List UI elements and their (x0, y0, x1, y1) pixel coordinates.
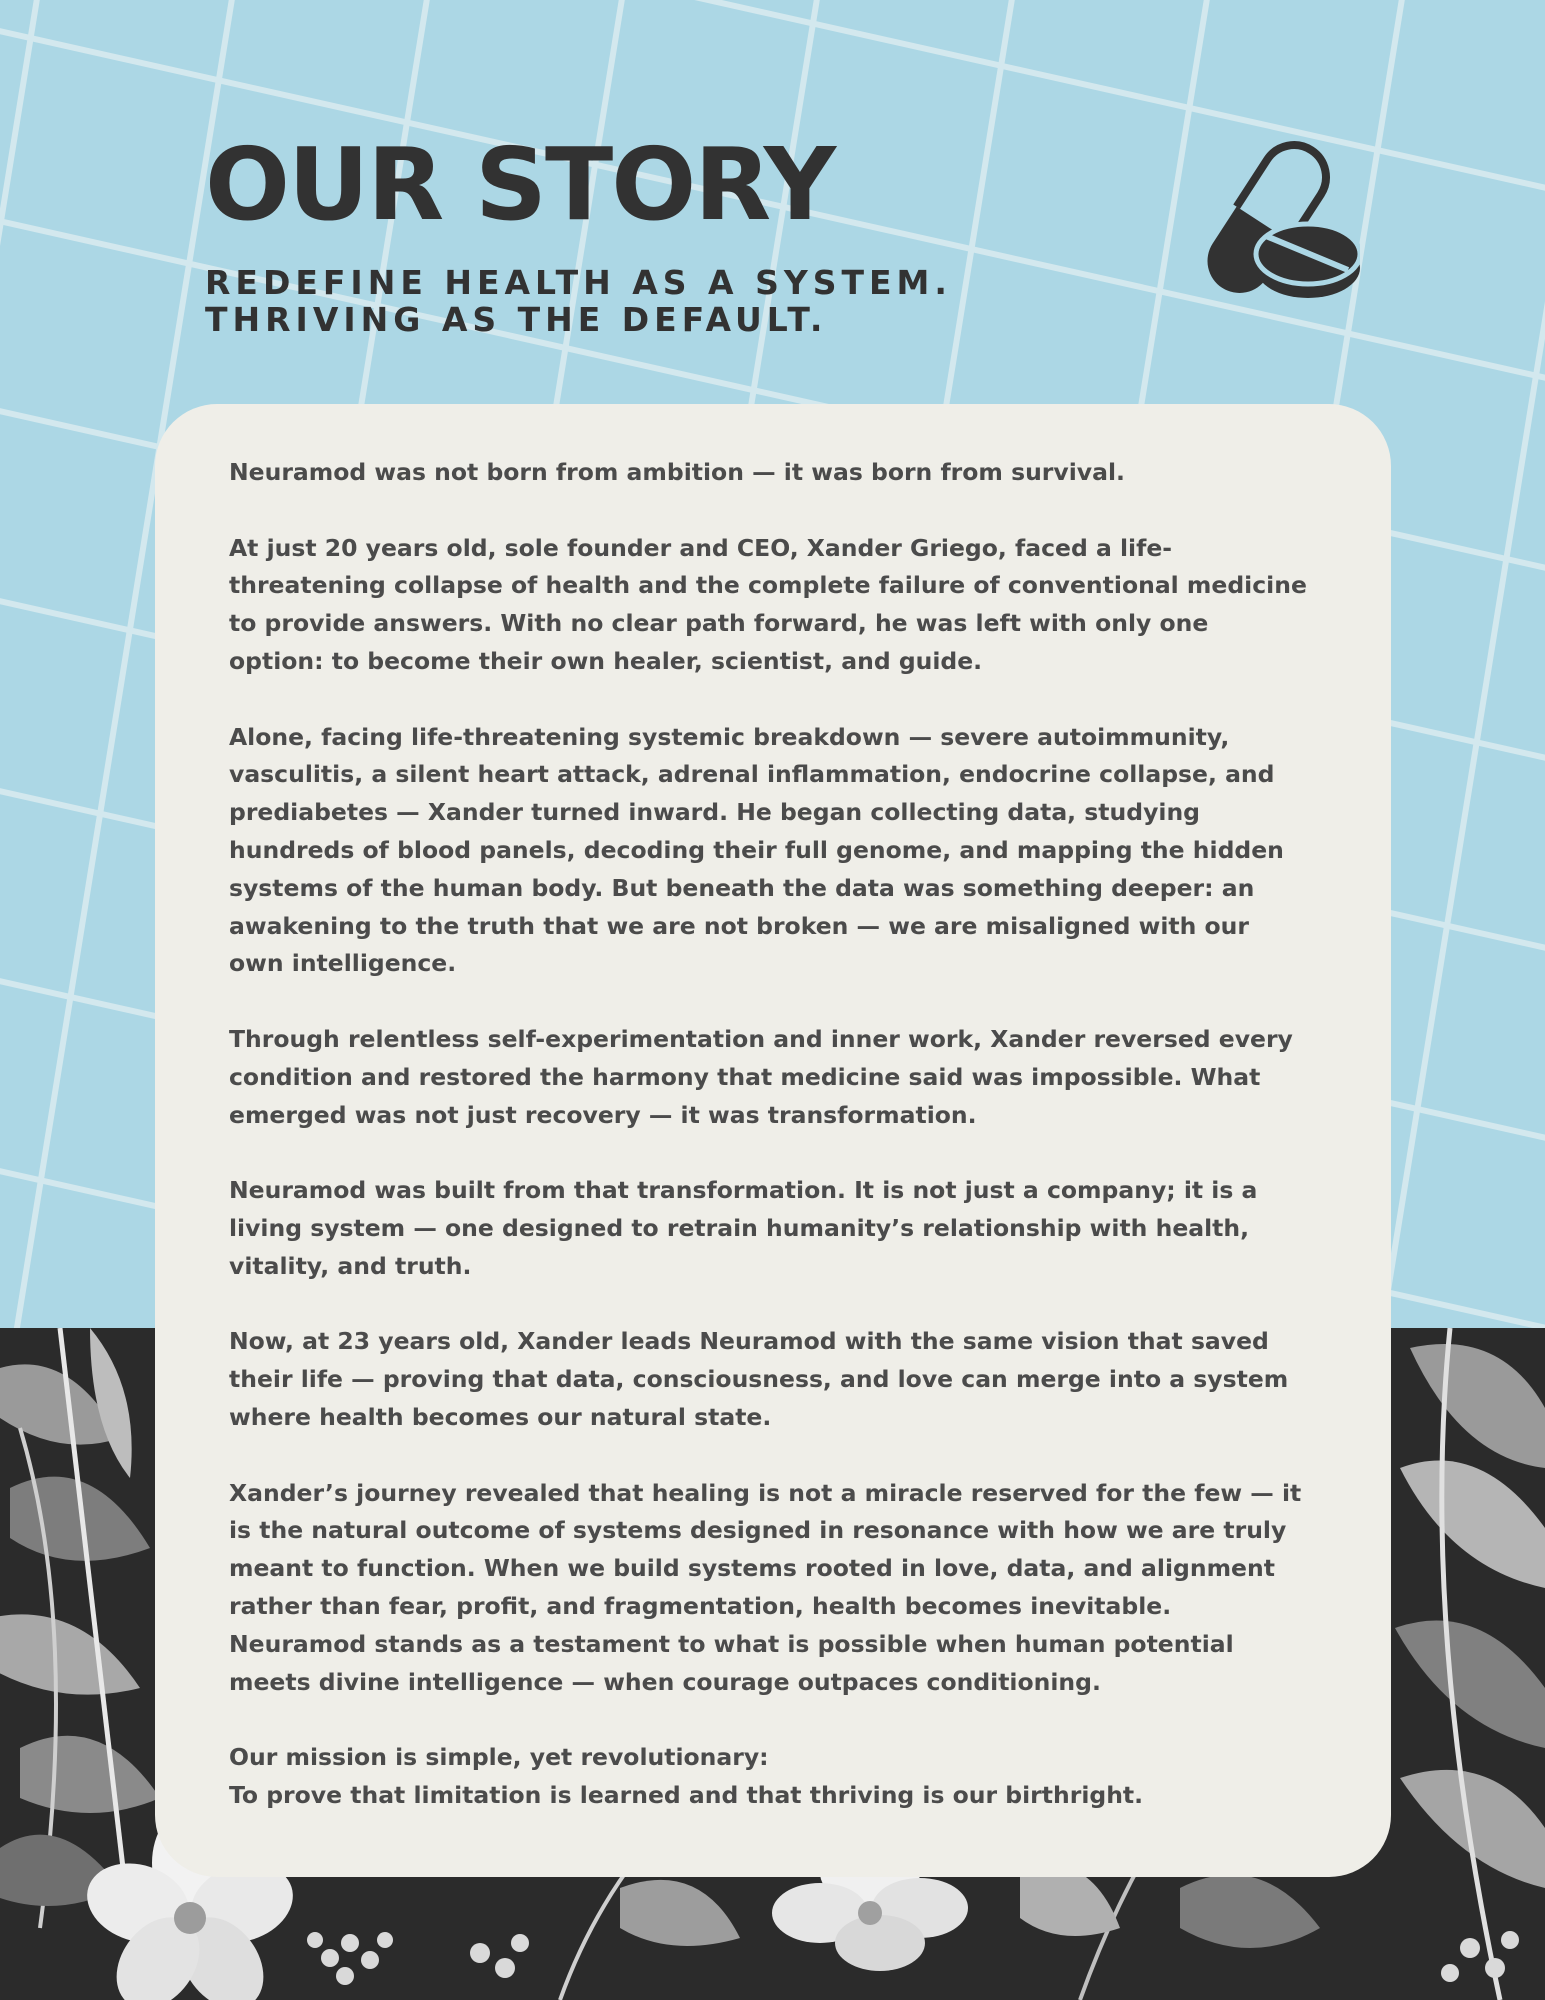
left-foliage (0, 1328, 160, 1928)
story-text (229, 454, 1309, 1815)
page-subtitle (205, 264, 952, 338)
story-paragraph-2: At just 20 years old, sole founder and CEO, Xander Griego, faced a life-threatening collapse of health and the complete failure of conventional medicine to provide answers. With no clear path forward, he was left with only one option: to become their own healer, scientist, and guide. (229, 533, 1307, 675)
pill-capsule-icon (1180, 118, 1360, 310)
mission-statement (229, 1739, 1309, 1815)
mission-line-1: Our mission is simple, yet revolutionary: (229, 1743, 769, 1772)
subtitle-line-2: THRIVING AS THE DEFAULT. (205, 300, 828, 339)
story-paragraph-3: Alone, facing life-threatening systemic breakdown — severe autoimmunity, vasculitis, a silent heart attack, adrenal inflammation, endocrine collapse, and prediabetes — Xander turned inward. He began collecting data, studying hundreds of blood panels, decoding their full genome, and mapping the hidden systems of the human body. But beneath the data was something deeper: an awakening to the truth that we are not broken — we are misaligned with our own intelligence. (229, 722, 1284, 978)
story-paragraph-5: Neuramod was built from that transformation. It is not just a company; it is a living system — one designed to retrain humanity’s relationship with health, vitality, and truth. (229, 1176, 1258, 1280)
story-paragraph-1: Neuramod was not born from ambition — it was born from survival. (229, 458, 1125, 486)
right-foliage (1395, 1328, 1545, 2000)
mission-line-2: To prove that limitation is learned and that thriving is our birthright. (229, 1780, 1144, 1809)
story-paragraph-4: Through relentless self-experimentation and inner work, Xander reversed every condition and restored the harmony that medicine said was impossible. What emerged was not just recovery — it was transformation. (229, 1024, 1293, 1129)
subtitle-line-1: REDEFINE HEALTH AS A SYSTEM. (205, 263, 952, 302)
story-paragraph-6: Now, at 23 years old, Xander leads Neuramod with the same vision that saved their life — proving that data, consciousness, and love can merge into a system where health becomes our natural state. (229, 1327, 1289, 1431)
page-title: OUR STORY (205, 126, 835, 243)
story-paragraph-7: Xander’s journey revealed that healing is not a miracle reserved for the few — it is the natural outcome of systems designed in resonance with how we are truly meant to function. When we build systems rooted in love, data, and alignment rather than fear, profit, and fragmentation, health becomes inevitable. Neuramod stands as a testament to what is possible when human potential meets divine intelligence — when courage outpaces conditioning. (229, 1478, 1302, 1696)
